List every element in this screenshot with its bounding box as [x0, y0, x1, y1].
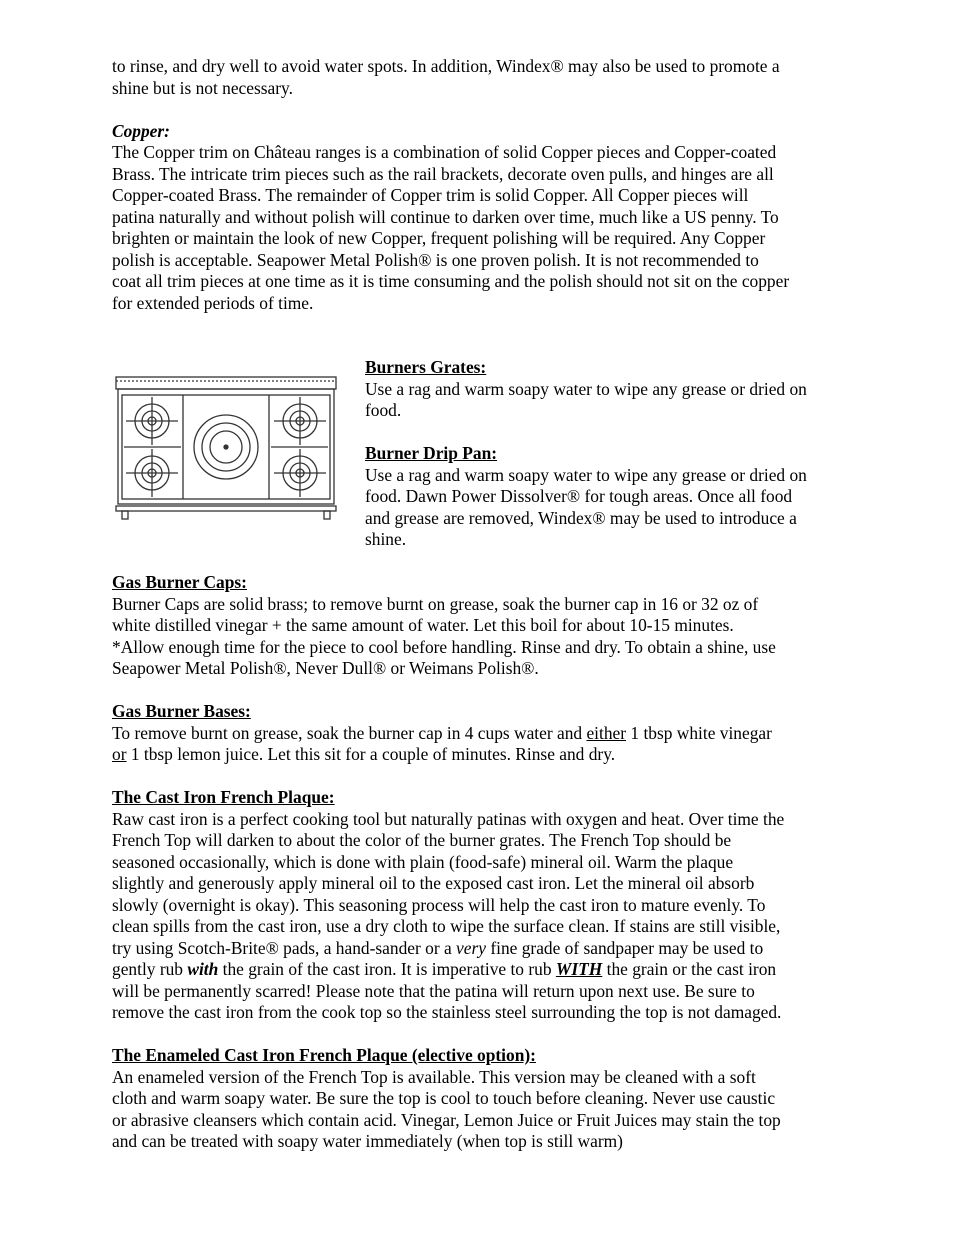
- drip-heading: Burner Drip Pan:: [365, 443, 498, 463]
- castiron-line: Raw cast iron is a perfect cooking tool but naturally patinas with oxygen and heat. Over time the: [112, 808, 785, 829]
- drip-line: shine.: [365, 529, 407, 549]
- castiron-text: the grain or the cast iron: [602, 959, 777, 979]
- copper-line: polish is acceptable. Seapower Metal Polish® is one proven polish. It is not recommended to: [112, 249, 759, 270]
- castiron-line-7: [112, 938, 844, 960]
- grates-line: Use a rag and warm soapy water to wipe any grease or dried on: [365, 378, 807, 399]
- caps-heading: Gas Burner Caps:: [112, 572, 247, 592]
- caps-line: Burner Caps are solid brass; to remove burnt on grease, soak the burner cap in 16 or 32 oz of: [112, 593, 759, 614]
- bases-text: 1 tbsp white vinegar: [626, 722, 772, 743]
- enameled-line: or abrasive cleansers which contain acid. Vinegar, Lemon Juice or Fruit Juices may stain the top: [112, 1109, 781, 1130]
- copper-line: coat all trim pieces at one time as it is time consuming and the polish should not sit on the copper: [112, 271, 790, 291]
- caps-line: Seapower Metal Polish®, Never Dull® or Weimans Polish®.: [112, 658, 539, 678]
- castiron-very: very: [456, 937, 486, 958]
- copper-heading: Copper:: [112, 120, 170, 141]
- castiron-text: the grain of the cast iron. It is imperative to rub: [218, 959, 556, 979]
- copper-line: for extended periods of time.: [112, 292, 314, 313]
- drip-line: and grease are removed, Windex® may be used to introduce a: [365, 507, 797, 528]
- castiron-line: seasoned occasionally, which is done with plain (food-safe) mineral oil. Warm the plaque: [112, 851, 734, 872]
- castiron-line: clean spills from the cast iron, use a dry cloth to wipe the surface clean. If stains are still visible,: [112, 916, 781, 936]
- bases-or: or: [112, 744, 127, 764]
- castiron-heading: The Cast Iron French Plaque:: [112, 787, 335, 807]
- enameled-line: cloth and warm soapy water. Be sure the top is cool to touch before cleaning. Never use caustic: [112, 1088, 776, 1108]
- caps-line: *Allow enough time for the piece to cool before handling. Rinse and dry. To obtain a shine, use: [112, 636, 776, 657]
- drip-line: Use a rag and warm soapy water to wipe any grease or dried on: [365, 464, 807, 485]
- bases-heading: Gas Burner Bases:: [112, 701, 251, 721]
- castiron-line: will be permanently scarred! Please note that the patina will return upon next use. Be sure to: [112, 980, 755, 1001]
- copper-line: brighten or maintain the look of new Copper, frequent polishing will be required. Any Copper: [112, 228, 766, 248]
- caps-line: white distilled vinegar + the same amount of water. Let this boil for about 10-15 minutes.: [112, 615, 734, 635]
- drip-line: food. Dawn Power Dissolver® for tough areas. Once all food: [365, 486, 793, 506]
- copper-line: The Copper trim on Château ranges is a combination of solid Copper pieces and Copper-coated: [112, 142, 777, 162]
- copper-line: patina naturally and without polish will continue to darken over time, much like a US penny. To: [112, 206, 779, 227]
- castiron-line-8: [112, 959, 844, 981]
- intro-line-2: shine but is not necessary.: [112, 77, 293, 98]
- grates-heading: Burners Grates:: [365, 357, 487, 377]
- bases-line-1: [112, 723, 844, 745]
- castiron-with-emphasis: WITH: [555, 959, 603, 979]
- range-cooktop-image: [114, 375, 339, 523]
- castiron-text: try using Scotch-Brite® pads, a hand-sander or a: [112, 937, 457, 958]
- grates-line: food.: [365, 400, 402, 420]
- castiron-text: gently rub: [112, 959, 188, 979]
- intro-line-1: to rinse, and dry well to avoid water spots. In addition, Windex® may also be used to promote a: [112, 56, 780, 76]
- copper-line: Copper-coated Brass. The remainder of Copper trim is solid Copper. All Copper pieces will: [112, 185, 749, 205]
- burner-section: [112, 357, 844, 551]
- enameled-line: and can be treated with soapy water immediately (when top is still warm): [112, 1131, 623, 1151]
- burner-text: [365, 357, 844, 551]
- castiron-line: slightly and generously apply mineral oil to the exposed cast iron. Let the mineral oil absorb: [112, 873, 755, 893]
- bases-text: To remove burnt on grease, soak the burner cap in 4 cups water and: [112, 722, 587, 743]
- bases-either: either: [586, 722, 627, 743]
- castiron-line: slowly (overnight is okay). This seasoning process will help the cast iron to mature evenly. To: [112, 894, 766, 915]
- document-page: [112, 56, 844, 1153]
- castiron-text: fine grade of sandpaper may be used to: [485, 937, 764, 958]
- enameled-heading: The Enameled Cast Iron French Plaque (elective option):: [112, 1045, 536, 1065]
- castiron-line: French Top will darken to about the color of the burner grates. The French Top should be: [112, 830, 732, 850]
- castiron-line: remove the cast iron from the cook top so the stainless steel surrounding the top is not damaged.: [112, 1002, 782, 1022]
- bases-line-2: [112, 744, 844, 766]
- copper-line: Brass. The intricate trim pieces such as the rail brackets, decorate oven pulls, and hinges are all: [112, 163, 774, 184]
- enameled-line: An enameled version of the French Top is available. This version may be cleaned with a soft: [112, 1066, 756, 1087]
- range-illustration: [112, 357, 365, 551]
- bases-text: 1 tbsp lemon juice. Let this sit for a couple of minutes. Rinse and dry.: [126, 744, 616, 764]
- castiron-with: with: [187, 959, 219, 979]
